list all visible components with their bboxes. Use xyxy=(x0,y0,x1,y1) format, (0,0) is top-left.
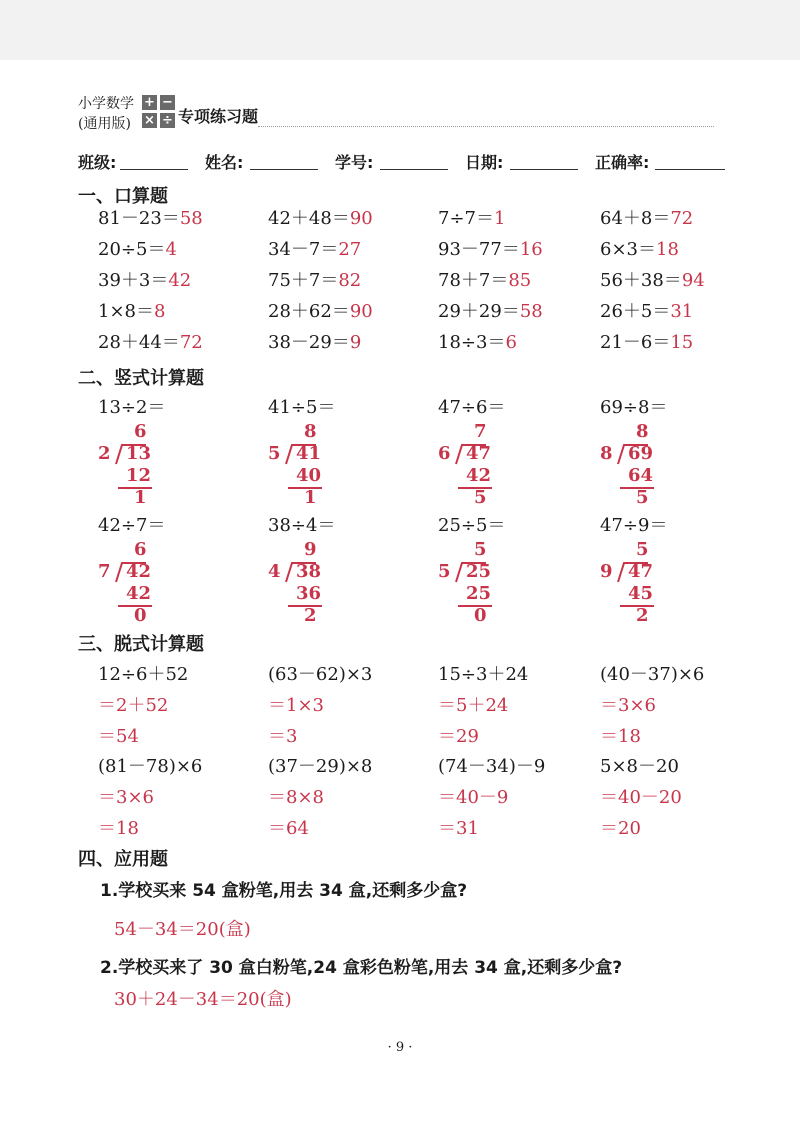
field-name-label: 姓名: xyxy=(205,153,244,172)
oral-answer: 72 xyxy=(670,208,694,229)
oral-answer: 16 xyxy=(519,239,543,260)
field-date-blank[interactable] xyxy=(510,169,578,170)
oral-question: 6×3＝ xyxy=(600,239,656,260)
stepwise-step2: ＝20 xyxy=(600,818,641,839)
division-question: 47÷9＝ xyxy=(600,515,668,536)
oral-item xyxy=(268,299,373,325)
oral-item xyxy=(438,268,531,294)
field-class-blank[interactable] xyxy=(120,169,188,170)
stepwise-question: (40－37)×6 xyxy=(600,664,705,685)
stepwise-question: (74－34)－9 xyxy=(438,756,546,777)
oral-answer: 82 xyxy=(338,270,362,291)
header-divider xyxy=(258,126,714,127)
division-product: 40 xyxy=(296,465,322,486)
section-vertical: 二、竖式计算题 xyxy=(78,368,204,389)
division-question: 38÷4＝ xyxy=(268,515,336,536)
division-remainder: 0 xyxy=(134,605,147,626)
stepwise-question: (63－62)×3 xyxy=(268,664,373,685)
division-dividend: 47 xyxy=(628,561,654,582)
field-name-blank[interactable] xyxy=(250,169,318,170)
oral-answer: 72 xyxy=(179,332,203,353)
divide-icon: ÷ xyxy=(160,113,175,128)
operator-tiles xyxy=(142,95,176,129)
division-product: 36 xyxy=(296,583,322,604)
oral-item xyxy=(98,299,165,325)
edition-label: (通用版) xyxy=(78,116,131,132)
stepwise-step2: ＝3 xyxy=(268,726,298,747)
division-remainder: 1 xyxy=(134,487,147,508)
oral-question: 1×8＝ xyxy=(98,301,154,322)
subject-label: 小学数学 xyxy=(78,96,134,112)
division-divisor: 5 xyxy=(438,561,451,582)
oral-answer: 58 xyxy=(179,208,203,229)
oral-question: 56＋38＝ xyxy=(600,270,682,291)
word-answer-2: 30＋24－34＝20(盒) xyxy=(114,989,292,1010)
oral-question: 20÷5＝ xyxy=(98,239,166,260)
division-question: 41÷5＝ xyxy=(268,397,336,418)
stepwise-question: 5×8－20 xyxy=(600,756,679,777)
stepwise-step2: ＝29 xyxy=(438,726,479,747)
division-product: 12 xyxy=(126,465,152,486)
division-quotient: 5 xyxy=(474,539,487,560)
oral-answer: 85 xyxy=(508,270,532,291)
oral-item xyxy=(98,268,191,294)
division-remainder: 5 xyxy=(474,487,487,508)
field-class-label: 班级: xyxy=(78,153,117,172)
plus-icon: + xyxy=(142,95,157,110)
oral-question: 39＋3＝ xyxy=(98,270,169,291)
division-dividend: 13 xyxy=(126,443,152,464)
stepwise-step1: ＝1×3 xyxy=(268,695,324,716)
division-divisor: 2 xyxy=(98,443,111,464)
division-question: 42÷7＝ xyxy=(98,515,166,536)
division-question: 25÷5＝ xyxy=(438,515,506,536)
division-divisor: 9 xyxy=(600,561,613,582)
oral-item xyxy=(600,237,679,263)
oral-answer: 58 xyxy=(519,301,543,322)
division-divisor: 8 xyxy=(600,443,613,464)
division-divisor: 7 xyxy=(98,561,111,582)
oral-question: 38－29＝ xyxy=(268,332,350,353)
division-dividend: 42 xyxy=(126,561,152,582)
stepwise-step1: ＝8×8 xyxy=(268,787,324,808)
division-quotient: 7 xyxy=(474,421,487,442)
division-quotient: 8 xyxy=(304,421,317,442)
times-icon: × xyxy=(142,113,157,128)
oral-answer: 94 xyxy=(681,270,705,291)
oral-answer: 90 xyxy=(349,301,373,322)
stepwise-step2: ＝18 xyxy=(98,818,139,839)
stepwise-question: 15÷3＋24 xyxy=(438,664,529,685)
oral-question: 81－23＝ xyxy=(98,208,180,229)
division-quotient: 6 xyxy=(134,421,147,442)
oral-question: 26＋5＝ xyxy=(600,301,671,322)
word-problem-2: 2.学校买来了 30 盒白粉笔,24 盒彩色粉笔,用去 34 盒,还剩多少盒? xyxy=(100,958,623,978)
oral-question: 78＋7＝ xyxy=(438,270,509,291)
division-dividend: 47 xyxy=(466,443,492,464)
field-accuracy-label: 正确率: xyxy=(595,153,650,172)
division-quotient: 6 xyxy=(134,539,147,560)
word-answer-1: 54－34＝20(盒) xyxy=(114,919,251,940)
division-product: 42 xyxy=(126,583,152,604)
oral-question: 64＋8＝ xyxy=(600,208,671,229)
oral-answer: 18 xyxy=(656,239,679,260)
oral-question: 7÷7＝ xyxy=(438,208,494,229)
section-word-problems: 四、应用题 xyxy=(78,849,168,870)
section-oral: 一、口算题 xyxy=(78,186,168,207)
oral-item xyxy=(600,330,693,356)
division-dividend: 69 xyxy=(628,443,654,464)
division-quotient: 9 xyxy=(304,539,317,560)
stepwise-step1: ＝3×6 xyxy=(600,695,656,716)
stepwise-step2: ＝18 xyxy=(600,726,641,747)
division-product: 42 xyxy=(466,465,492,486)
division-divisor: 4 xyxy=(268,561,281,582)
stepwise-step1: ＝3×6 xyxy=(98,787,154,808)
stepwise-step2: ＝54 xyxy=(98,726,139,747)
oral-answer: 4 xyxy=(165,239,177,260)
oral-item xyxy=(98,237,177,263)
division-dividend: 25 xyxy=(466,561,492,582)
oral-question: 21－6＝ xyxy=(600,332,671,353)
oral-question: 29＋29＝ xyxy=(438,301,520,322)
stepwise-step1: ＝2＋52 xyxy=(98,695,169,716)
division-quotient: 8 xyxy=(636,421,649,442)
oral-question: 18÷3＝ xyxy=(438,332,506,353)
division-product: 64 xyxy=(628,465,654,486)
oral-item xyxy=(600,299,693,325)
oral-question: 28＋62＝ xyxy=(268,301,350,322)
stepwise-question: (81－78)×6 xyxy=(98,756,203,777)
division-question: 69÷8＝ xyxy=(600,397,668,418)
oral-item xyxy=(600,268,705,294)
division-product: 25 xyxy=(466,583,492,604)
oral-answer: 6 xyxy=(505,332,517,353)
oral-answer: 15 xyxy=(670,332,694,353)
oral-item xyxy=(438,237,543,263)
oral-item xyxy=(438,299,543,325)
stepwise-question: (37－29)×8 xyxy=(268,756,373,777)
oral-question: 34－7＝ xyxy=(268,239,339,260)
division-remainder: 5 xyxy=(636,487,649,508)
oral-answer: 42 xyxy=(168,270,192,291)
section-stepwise: 三、脱式计算题 xyxy=(78,634,204,655)
stepwise-question: 12÷6＋52 xyxy=(98,664,189,685)
oral-item xyxy=(98,330,203,356)
oral-item xyxy=(268,330,361,356)
oral-question: 28＋44＝ xyxy=(98,332,180,353)
oral-answer: 8 xyxy=(154,301,166,322)
oral-item xyxy=(268,268,361,294)
oral-item xyxy=(98,206,203,232)
field-number-blank[interactable] xyxy=(380,169,448,170)
division-divisor: 5 xyxy=(268,443,281,464)
division-question: 47÷6＝ xyxy=(438,397,506,418)
stepwise-step1: ＝40－9 xyxy=(438,787,509,808)
division-remainder: 2 xyxy=(304,605,317,626)
division-dividend: 41 xyxy=(296,443,322,464)
brand-block xyxy=(78,94,134,134)
page-number: · 9 · xyxy=(387,1040,413,1055)
oral-item xyxy=(438,206,505,232)
stepwise-step1: ＝5＋24 xyxy=(438,695,509,716)
oral-item xyxy=(438,330,517,356)
field-accuracy-blank[interactable] xyxy=(655,169,725,170)
stepwise-step2: ＝31 xyxy=(438,818,479,839)
division-remainder: 2 xyxy=(636,605,649,626)
oral-question: 75＋7＝ xyxy=(268,270,339,291)
oral-answer: 1 xyxy=(494,208,506,229)
division-question: 13÷2＝ xyxy=(98,397,166,418)
word-problem-1: 1.学校买来 54 盒粉笔,用去 34 盒,还剩多少盒? xyxy=(100,881,468,901)
oral-question: 93－77＝ xyxy=(438,239,520,260)
oral-answer: 27 xyxy=(338,239,362,260)
top-band xyxy=(0,0,800,60)
stepwise-step1: ＝40－20 xyxy=(600,787,682,808)
oral-item xyxy=(600,206,693,232)
oral-question: 42＋48＝ xyxy=(268,208,350,229)
field-date-label: 日期: xyxy=(465,153,504,172)
book-title: 专项练习题 xyxy=(178,107,259,126)
field-number-label: 学号: xyxy=(335,153,374,172)
oral-item xyxy=(268,206,373,232)
stepwise-step2: ＝64 xyxy=(268,818,309,839)
minus-icon: − xyxy=(160,95,175,110)
division-dividend: 38 xyxy=(296,561,322,582)
oral-answer: 9 xyxy=(349,332,362,353)
division-divisor: 6 xyxy=(438,443,451,464)
division-quotient: 5 xyxy=(636,539,649,560)
division-remainder: 1 xyxy=(304,487,317,508)
division-product: 45 xyxy=(628,583,654,604)
oral-answer: 90 xyxy=(349,208,373,229)
division-remainder: 0 xyxy=(474,605,487,626)
oral-item xyxy=(268,237,361,263)
oral-answer: 31 xyxy=(670,301,694,322)
